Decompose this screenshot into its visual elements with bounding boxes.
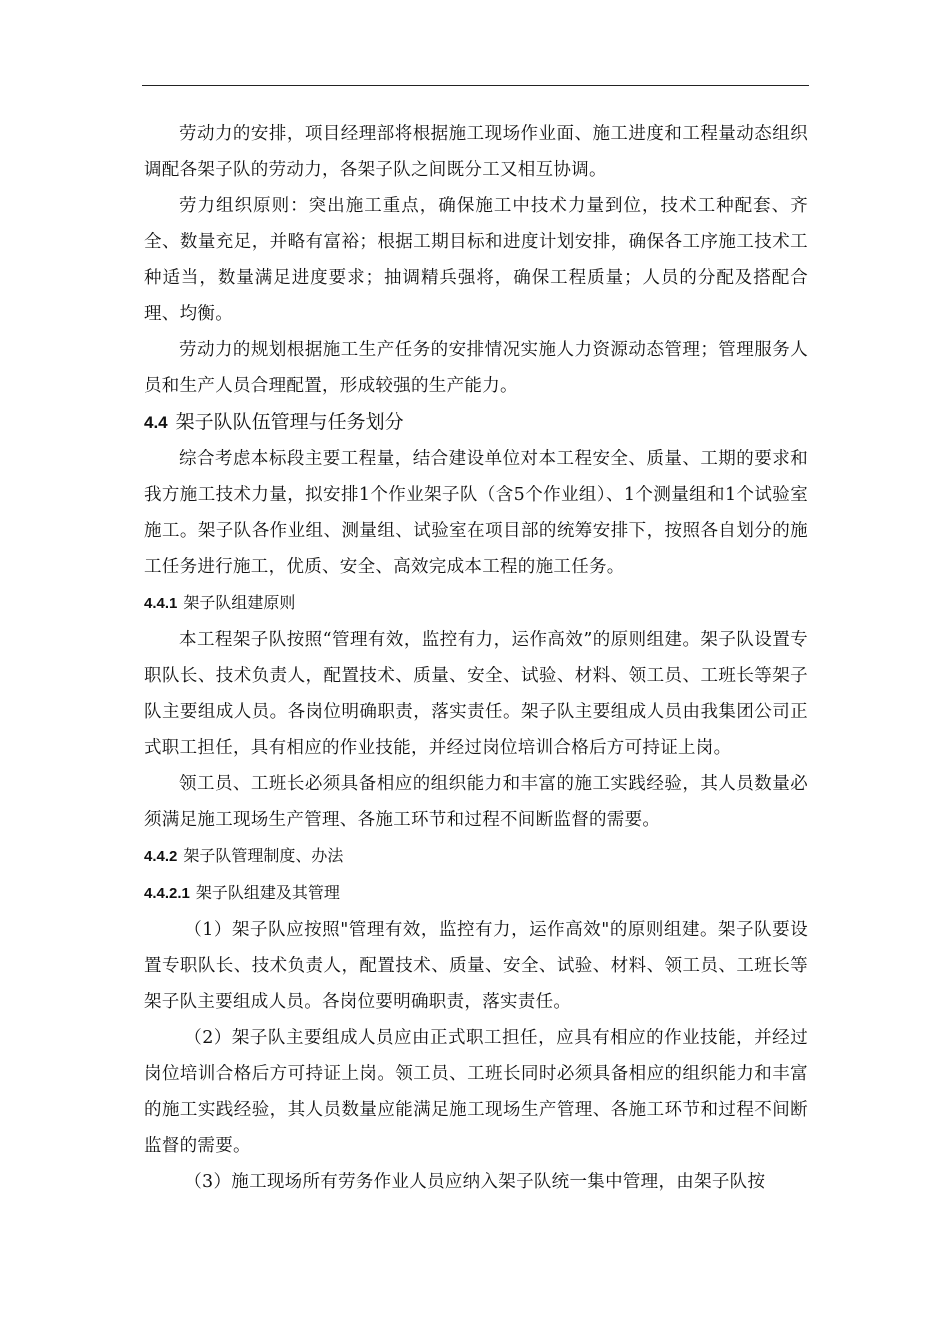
section-heading-4-4-2 [144,838,808,875]
section-heading-4-4 [144,404,808,441]
paragraph-labor-arrangement: 劳动力的安排，项目经理部将根据施工现场作业面、施工进度和工程量动态组织调配各架子队的劳动力，各架子队之间既分工又相互协调。 [144,124,808,180]
section-title: 架子队组建原则 [183,593,296,612]
paragraph-labor-planning: 劳动力的规划根据施工生产任务的安排情况实施人力资源动态管理；管理服务人员和生产人员合理配置，形成较强的生产能力。 [144,340,808,396]
section-number: 4.4.2 [144,848,178,865]
paragraph-formation-principle: 本工程架子队按照“管理有效，监控有力，运作高效”的原则组建。架子队设置专职队长、技术负责人，配置技术、质量、安全、试验、材料、领工员、工班长等架子队主要组成人员。各岗位明确职责，落实责任。架子队主要组成人员由我集团公司正式职工担任，具有相应的作业技能，并经过岗位培训合格后方可持证上岗。 [144,630,808,758]
list-item-1: （1）架子队应按照"管理有效，监控有力，运作高效"的原则组建。架子队要设置专职队长、技术负责人，配置技术、质量、安全、试验、材料、领工员、工班长等架子队主要组成人员。各岗位要明确职责，落实责任。 [144,920,808,1012]
header-rule [142,85,809,86]
section-heading-4-4-2-1 [144,875,808,912]
section-heading-4-4-1 [144,585,808,622]
paragraph-team-overview: 综合考虑本标段主要工程量，结合建设单位对本工程安全、质量、工期的要求和我方施工技术力量，拟安排1个作业架子队（含5个作业组）、1个测量组和1个试验室施工。架子队各作业组、测量组、试验室在项目部的统筹安排下，按照各自划分的施工任务进行施工，优质、安全、高效完成本工程的施工任务。 [144,449,808,577]
section-title: 架子队队伍管理与任务划分 [175,411,404,433]
section-number: 4.4.1 [144,595,178,612]
document-body [144,116,808,1200]
section-title: 架子队组建及其管理 [195,883,340,902]
section-number: 4.4.2.1 [144,885,190,902]
paragraph-labor-principles: 劳力组织原则：突出施工重点，确保施工中技术力量到位，技术工种配套、齐全、数量充足，并略有富裕；根据工期目标和进度计划安排，确保各工序施工技术工种适当，数量满足进度要求；抽调精兵强将，确保工程质量；人员的分配及搭配合理、均衡。 [144,196,808,324]
paragraph-foreman-requirements: 领工员、工班长必须具备相应的组织能力和丰富的施工实践经验，其人员数量必须满足施工现场生产管理、各施工环节和过程不间断监督的需要。 [144,774,808,830]
section-number: 4.4 [144,413,168,432]
list-item-3: （3）施工现场所有劳务作业人员应纳入架子队统一集中管理，由架子队按 [184,1172,766,1192]
list-item-2: （2）架子队主要组成人员应由正式职工担任，应具有相应的作业技能，并经过岗位培训合格后方可持证上岗。领工员、工班长同时必须具备相应的组织能力和丰富的施工实践经验，其人员数量应能满足施工现场生产管理、各施工环节和过程不间断监督的需要。 [144,1028,808,1156]
section-title: 架子队管理制度、办法 [183,846,344,865]
